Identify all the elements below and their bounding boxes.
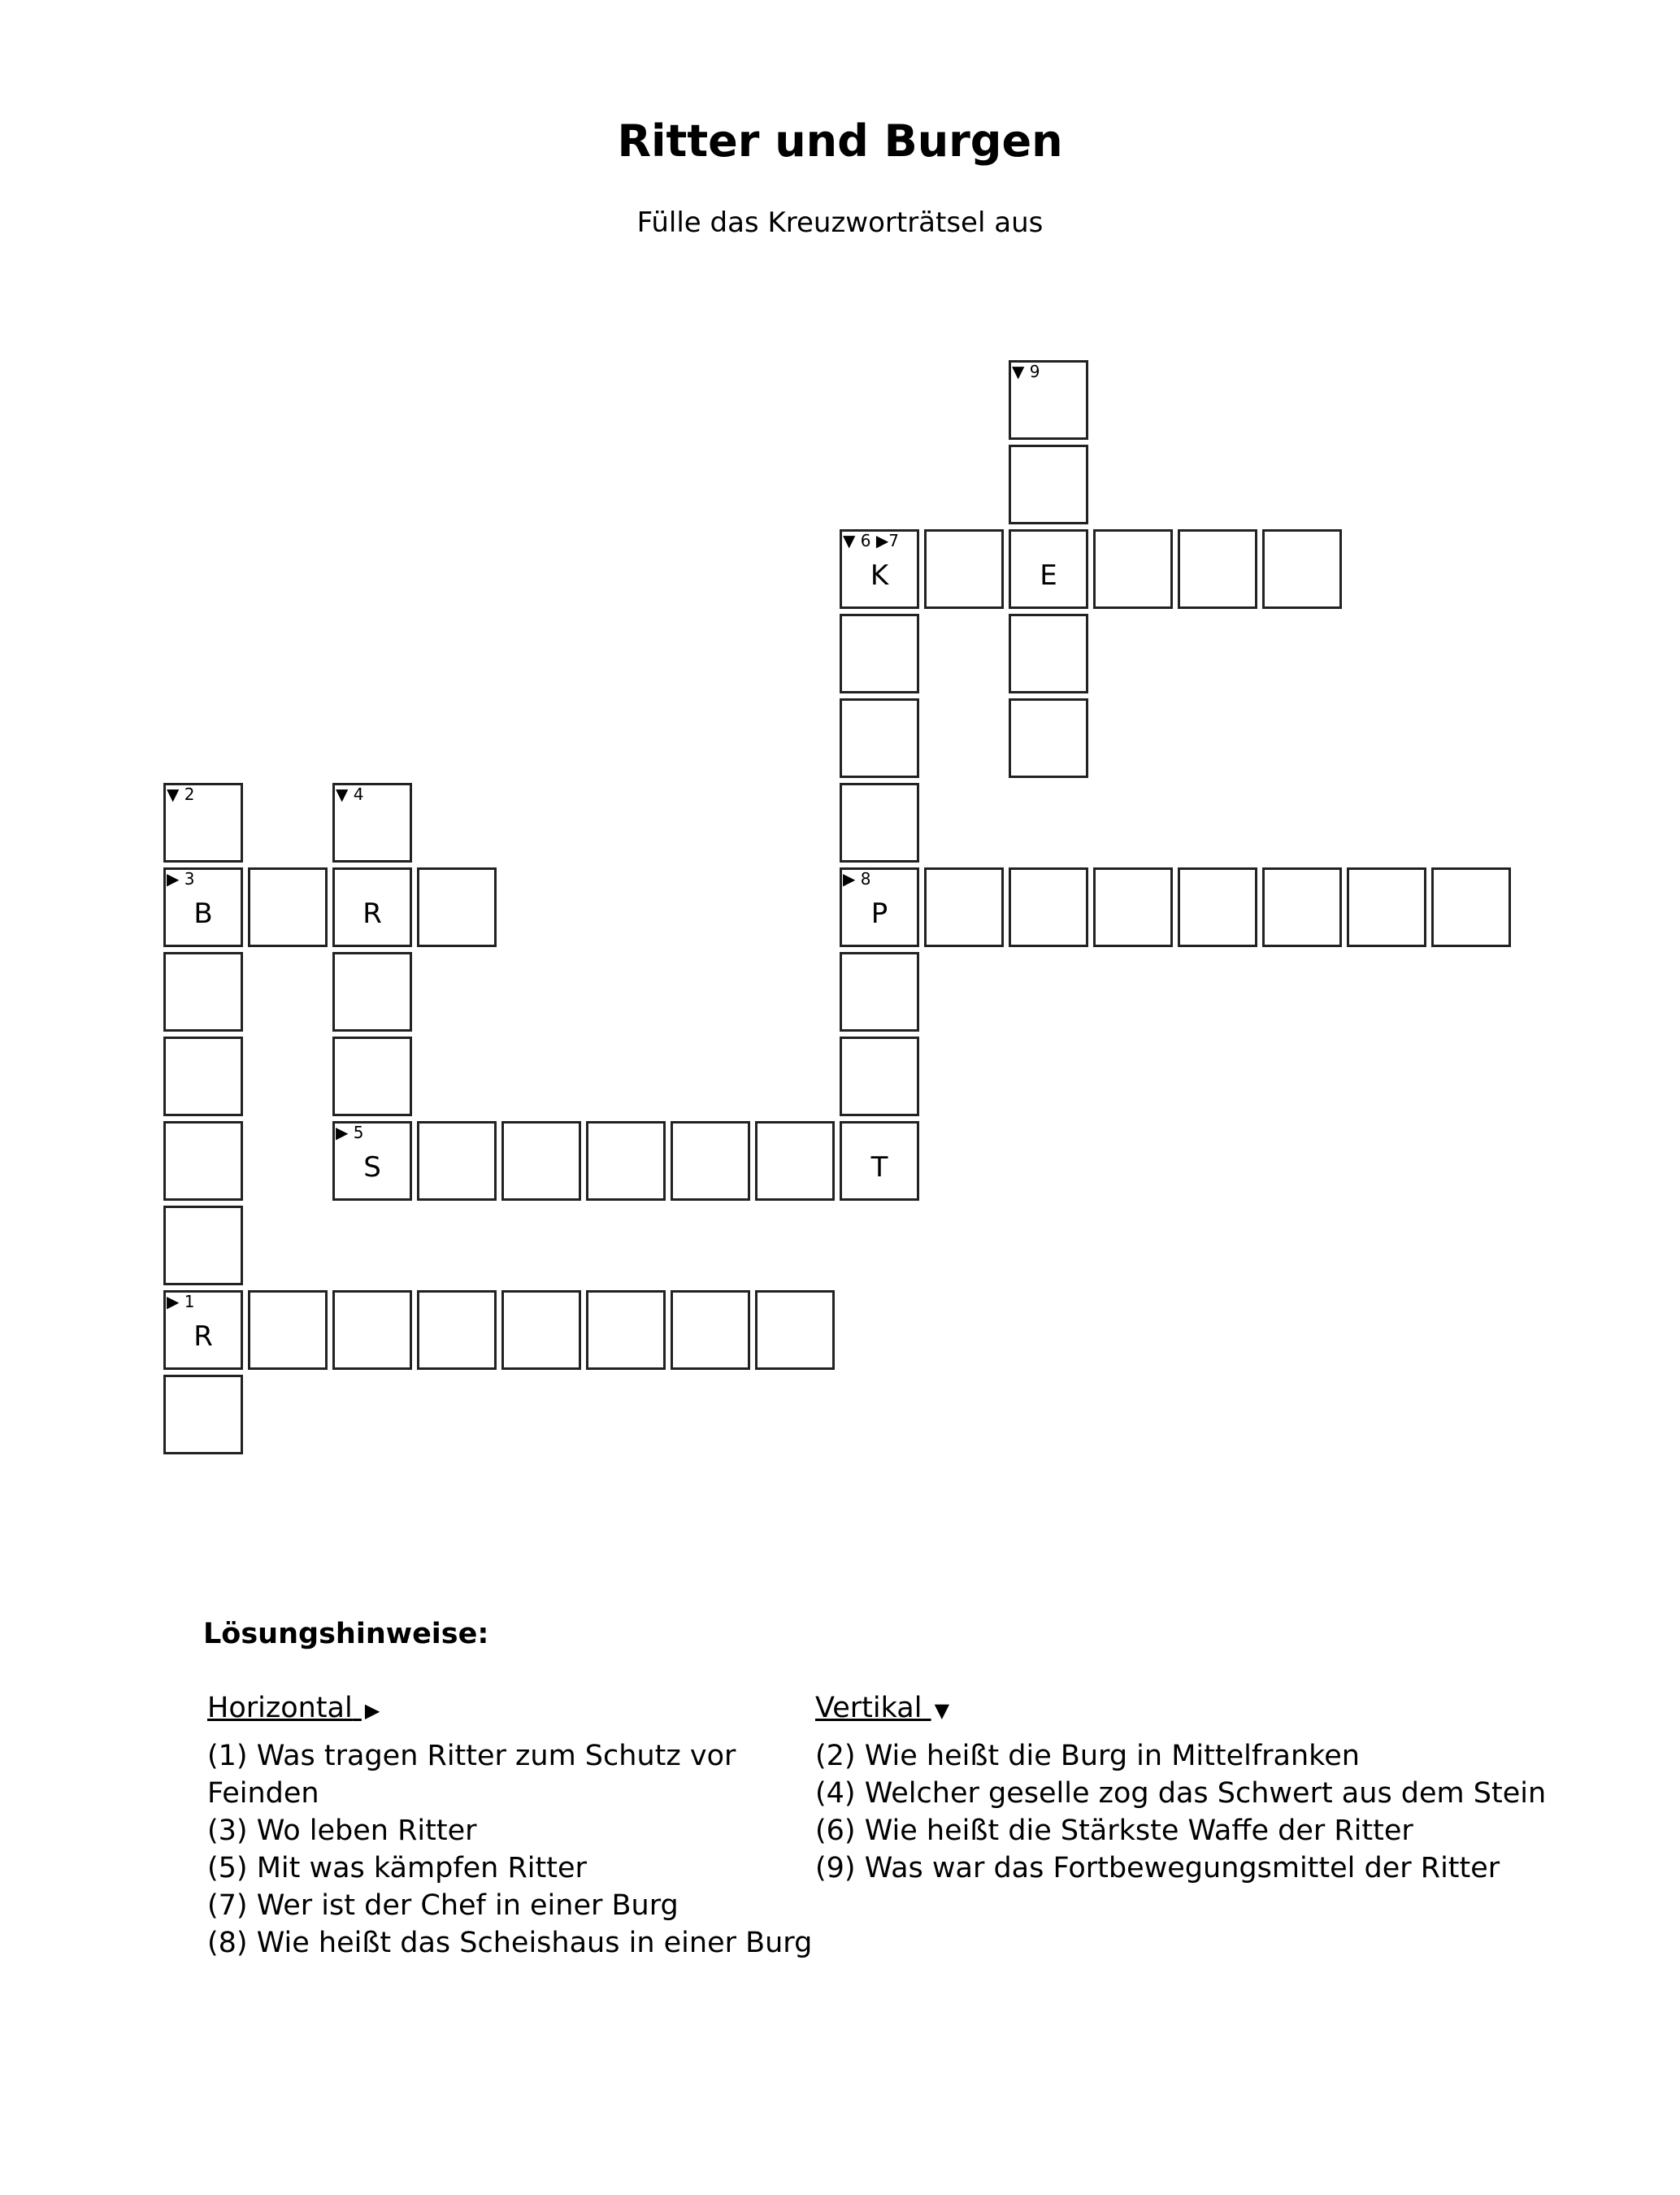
crossword-cell[interactable] <box>332 1121 412 1201</box>
crossword-cell[interactable] <box>332 867 412 947</box>
horizontal-heading-label: Horizontal <box>207 1692 353 1724</box>
given-letter: S <box>363 1151 381 1184</box>
crossword-cell[interactable] <box>1178 529 1257 609</box>
crossword-cell[interactable] <box>840 952 919 1032</box>
horizontal-heading <box>207 1689 825 1729</box>
given-letter: R <box>362 898 382 930</box>
crossword-cell[interactable] <box>501 1290 581 1370</box>
crossword-cell[interactable] <box>1262 529 1342 609</box>
crossword-cell[interactable] <box>1093 529 1173 609</box>
crossword-cell[interactable] <box>1262 867 1342 947</box>
crossword-cell[interactable] <box>1009 867 1088 947</box>
crossword-cell[interactable] <box>840 529 919 609</box>
crossword-cell[interactable] <box>163 1206 243 1285</box>
page-title: Ritter und Burgen <box>617 115 1063 167</box>
crossword-cell[interactable] <box>332 1290 412 1370</box>
crossword-cell[interactable] <box>1347 867 1426 947</box>
crossword-cell[interactable] <box>840 1121 919 1201</box>
crossword-cell[interactable] <box>755 1121 835 1201</box>
crossword-cell[interactable] <box>840 783 919 863</box>
crossword-cell[interactable] <box>755 1290 835 1370</box>
crossword-cell[interactable] <box>163 952 243 1032</box>
clue-number-label: ▼ 2 <box>167 785 195 804</box>
given-letter: T <box>870 1151 888 1184</box>
given-letter: P <box>870 898 888 930</box>
clue-horizontal-1: (1) Was tragen Ritter zum Schutz vor Feinden <box>207 1740 736 1810</box>
vertical-heading-label: Vertikal <box>815 1692 922 1724</box>
crossword-cell[interactable] <box>248 1290 328 1370</box>
crossword-cell[interactable] <box>1178 867 1257 947</box>
clue-horizontal-8: (8) Wie heißt das Scheishaus in einer Burg <box>207 1927 813 1959</box>
given-letter: K <box>870 559 889 592</box>
clue-horizontal-5: (5) Mit was kämpfen Ritter <box>207 1852 587 1884</box>
right-arrow-icon: ▶ <box>364 1699 380 1722</box>
clue-number-label: ▼ 9 <box>1012 362 1040 381</box>
horizontal-clues <box>207 1689 825 1962</box>
hints-heading: Lösungshinweise: <box>203 1618 489 1650</box>
crossword-cell[interactable] <box>924 529 1004 609</box>
crossword-cell[interactable] <box>501 1121 581 1201</box>
clue-horizontal-7: (7) Wer ist der Chef in einer Burg <box>207 1889 679 1922</box>
crossword-cell[interactable] <box>417 1290 497 1370</box>
crossword-cell[interactable] <box>163 1037 243 1116</box>
vertical-heading <box>815 1689 1628 1729</box>
clue-vertical-9: (9) Was war das Fortbewegungsmittel der Ritter <box>815 1852 1500 1884</box>
crossword-cell[interactable] <box>671 1290 750 1370</box>
given-letter: R <box>193 1320 213 1353</box>
clue-number-label: ▶ 8 <box>843 869 871 889</box>
crossword-cell[interactable] <box>163 867 243 947</box>
clue-number-label: ▶ 3 <box>167 869 195 889</box>
crossword-cell[interactable] <box>586 1290 666 1370</box>
crossword-cell[interactable] <box>671 1121 750 1201</box>
crossword-cell[interactable] <box>924 867 1004 947</box>
clue-number-label: ▶ 1 <box>167 1292 195 1311</box>
clue-number-label: ▼ 4 <box>336 785 364 804</box>
vertical-clues <box>815 1689 1628 1887</box>
crossword-cell[interactable] <box>586 1121 666 1201</box>
given-letter: B <box>193 898 213 930</box>
clue-number-label: ▼ 6 ▶7 <box>843 531 899 550</box>
crossword-cell[interactable] <box>417 867 497 947</box>
page-subtitle: Fülle das Kreuzworträtsel aus <box>636 206 1044 239</box>
crossword-cell[interactable] <box>840 867 919 947</box>
clue-vertical-2: (2) Wie heißt die Burg in Mittelfranken <box>815 1740 1360 1772</box>
crossword-cell[interactable] <box>332 783 412 863</box>
crossword-cell[interactable] <box>1009 445 1088 524</box>
clue-number-label: ▶ 5 <box>336 1123 364 1142</box>
clue-vertical-6: (6) Wie heißt die Stärkste Waffe der Ritter <box>815 1815 1413 1847</box>
crossword-cell[interactable] <box>163 1121 243 1201</box>
clue-vertical-4: (4) Welcher geselle zog das Schwert aus dem Stein <box>815 1777 1547 1810</box>
given-letter: E <box>1040 559 1057 592</box>
crossword-cell[interactable] <box>1009 360 1088 440</box>
crossword-cell[interactable] <box>1009 614 1088 693</box>
crossword-cell[interactable] <box>840 698 919 778</box>
crossword-cell[interactable] <box>332 952 412 1032</box>
crossword-cell[interactable] <box>332 1037 412 1116</box>
crossword-cell[interactable] <box>1009 698 1088 778</box>
crossword-cell[interactable] <box>417 1121 497 1201</box>
crossword-cell[interactable] <box>840 614 919 693</box>
crossword-cell[interactable] <box>1093 867 1173 947</box>
crossword-cell[interactable] <box>163 783 243 863</box>
crossword-cell[interactable] <box>1431 867 1511 947</box>
crossword-cell[interactable] <box>248 867 328 947</box>
crossword-cell[interactable] <box>1009 529 1088 609</box>
crossword-cell[interactable] <box>163 1290 243 1370</box>
crossword-cell[interactable] <box>840 1037 919 1116</box>
down-arrow-icon: ▼ <box>934 1699 950 1722</box>
clue-horizontal-3: (3) Wo leben Ritter <box>207 1815 477 1847</box>
crossword-cell[interactable] <box>163 1375 243 1454</box>
